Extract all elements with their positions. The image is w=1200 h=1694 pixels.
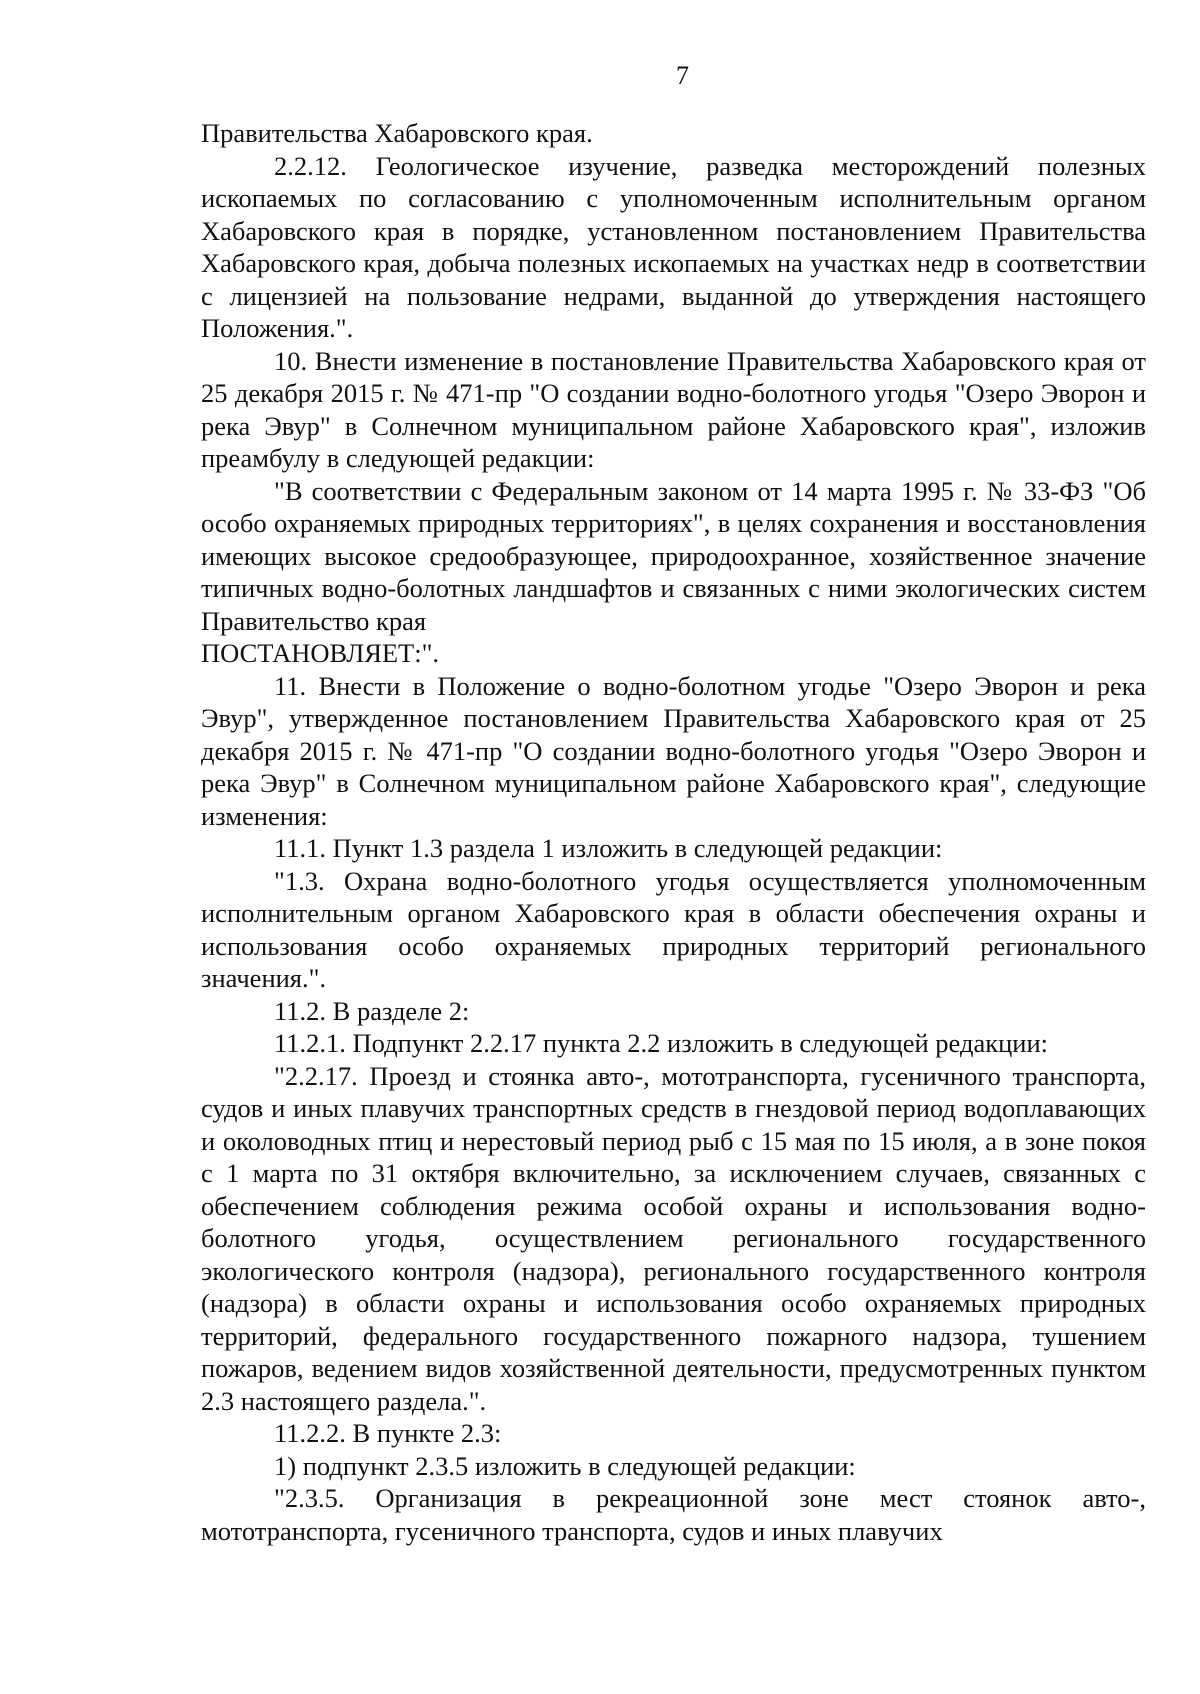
page-number: 7 bbox=[676, 61, 689, 90]
body-paragraph: "2.2.17. Проезд и стоянка авто-, мототранспорта, гусеничного транспорта, судов и иных плавучих транспортных средств в гнездовой период водоплавающих и околоводных птиц и нерестовый период рыб с 15 мая по 15 июля, а в зоне покоя с 1 марта по 31 октября включительно, за исключением случаев, связанных с обеспечением соблюдения режима особой охраны и использования водно-болотного угодья, осуществлением регионального государственного экологического контроля (надзора), регионального государственного контроля (надзора) в области охраны и использования особо охраняемых природных территорий, федерального государственного пожарного надзора, тушением пожаров, ведением видов хозяйственной деятельности, предусмотренных пунктом 2.3 настоящего раздела.". bbox=[201, 1060, 1146, 1416]
body-paragraph: "1.3. Охрана водно-болотного угодья осуществляется уполномоченным исполнительным органом Хабаровского края в области обеспечения охраны и использования особо охраняемых природных территорий регионального значения.". bbox=[201, 865, 1146, 993]
body-paragraph: ПОСТАНОВЛЯЕТ:". bbox=[201, 638, 440, 668]
body-paragraph: 11.2.1. Подпункт 2.2.17 пункта 2.2 изложить в следующей редакции: bbox=[274, 1028, 1048, 1058]
body-paragraph: 10. Внести изменение в постановление Правительства Хабаровского края от 25 декабря 2015 г. № 471-пр "О создании водно-болотного угодья "Озеро Эворон и река Эвур" в Солнечном муниципальном районе Хабаровского края", изложив преамбулу в следующей редакции: bbox=[201, 345, 1146, 473]
body-paragraph: "В соответствии с Федеральным законом от 14 марта 1995 г. № 33-ФЗ "Об особо охраняемых природных территориях", в целях сохранения и восстановления имеющих высокое средообразующее, природоохранное, хозяйственное значение типичных водно-болотных ландшафтов и связанных с ними экологических систем Правительство края bbox=[201, 475, 1146, 636]
body-paragraph: 2.2.12. Геологическое изучение, разведка месторождений полезных ископаемых по согласованию с уполномоченным исполнительным органом Хабаровского края в порядке, установленном постановлением Правительства Хабаровского края, добыча полезных ископаемых на участках недр в соответствии с лицензией на пользование недрами, выданной до утверждения настоящего Положения.". bbox=[201, 150, 1146, 343]
body-paragraph: 11.2.2. В пункте 2.3: bbox=[274, 1418, 502, 1448]
body-paragraph: Правительства Хабаровского края. bbox=[201, 118, 593, 148]
body-paragraph: 11.1. Пункт 1.3 раздела 1 изложить в следующей редакции: bbox=[274, 833, 943, 863]
body-paragraph: 11.2. В разделе 2: bbox=[274, 995, 470, 1026]
body-paragraph: 11. Внести в Положение о водно-болотном угодье "Озеро Эворон и река Эвур", утвержденное постановлением Правительства Хабаровского края от 25 декабря 2015 г. № 471-пр "О создании водно-болотного угодья "Озеро Эворон и река Эвур" в Солнечном муниципальном районе Хабаровского края", следующие изменения: bbox=[201, 670, 1146, 831]
body-paragraph: 1) подпункт 2.3.5 изложить в следующей редакции: bbox=[274, 1450, 856, 1481]
body-paragraph: "2.3.5. Организация в рекреационной зоне мест стоянок авто-, мототранспорта, гусеничного транспорта, судов и иных плавучих bbox=[201, 1483, 1146, 1546]
document-body bbox=[201, 117, 1146, 1547]
